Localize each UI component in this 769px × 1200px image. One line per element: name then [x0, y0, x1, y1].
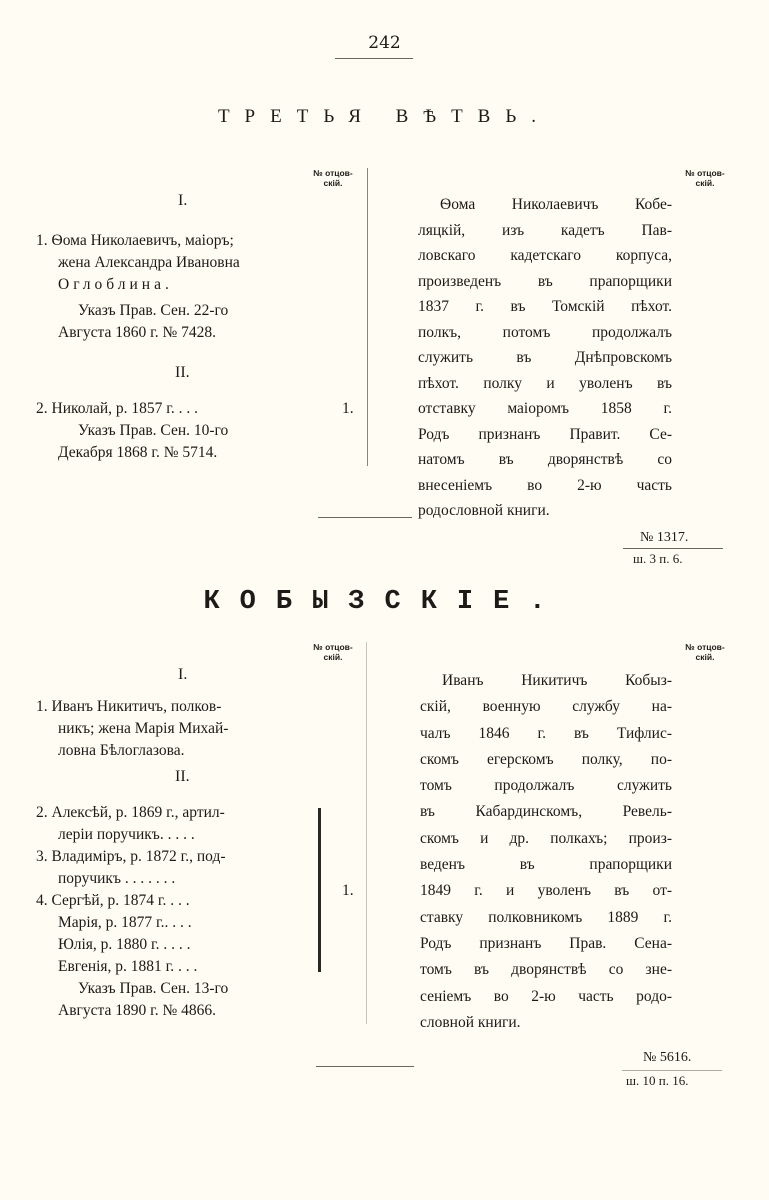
section1-entry-2: 2. Николай, р. 1857 г. . . .: [36, 400, 199, 417]
child-entry-line: леріи поручикъ. . . . .: [58, 826, 195, 843]
biography-line: Иванъ Никитичъ Кобыз-: [442, 672, 672, 689]
child-entry-line: Евгенія, р. 1881 г. . . .: [58, 958, 198, 975]
biography-line: скомъ и др. полкахъ; произ-: [420, 829, 672, 847]
section1-column-divider: [367, 168, 368, 466]
biography-line: 1837 г. въ Томскій пѣхот.: [418, 298, 672, 315]
section2-column-divider: [366, 642, 367, 1024]
biography-line: томъ продолжалъ служить: [420, 777, 672, 795]
biography-line: словной книги.: [420, 1013, 521, 1031]
biography-line: сеніемъ во 2-ю часть родо-: [420, 987, 672, 1005]
biography-line: ляцкій, изъ кадетъ Пав-: [418, 221, 672, 239]
section1-entry-1: [36, 230, 240, 296]
column-header-line: скій.: [695, 652, 715, 662]
section-separator: [318, 517, 412, 518]
entry-line: жена Александра Ивановна: [58, 254, 240, 271]
biography-line: внесеніемъ во 2-ю часть: [418, 476, 672, 494]
entry-line: Оглоблина.: [58, 276, 173, 293]
section2-right-column-header: [672, 642, 738, 662]
section1-entry-2-father-number: 1.: [342, 400, 354, 417]
section1-record-rule: [623, 548, 723, 549]
column-header-line: скій.: [323, 652, 343, 662]
column-header-line: скій.: [323, 178, 343, 188]
decree-line: Указъ Прав. Сен. 22-го: [78, 302, 229, 319]
entry-line: 1. Ѳома Николаевичъ, маіоръ;: [36, 232, 234, 249]
child-entry-line: 4. Сергѣй, р. 1874 г. . . .: [36, 892, 190, 909]
column-header-line: № отцов-: [685, 642, 725, 652]
section2-children-list: [36, 802, 226, 978]
section1-title: ТРЕТЬЯ ВѢТВЬ.: [217, 106, 552, 127]
biography-line: веденъ въ прапорщики: [420, 856, 672, 874]
page-number: 242: [368, 33, 401, 53]
column-header-line: № отцов-: [313, 168, 353, 178]
biography-line: ловскаго кадетскаго корпуса,: [418, 247, 672, 264]
section1-record-reference: ш. 3 п. 6.: [633, 551, 683, 566]
page-end-rule: [316, 1066, 414, 1067]
biography-line: отставку маіоромъ 1858 г.: [418, 400, 672, 417]
biography-line: полкъ, потомъ продолжалъ: [418, 323, 672, 341]
section2-record-reference: ш. 10 п. 16.: [626, 1073, 689, 1088]
biography-line: Ѳома Николаевичъ Кобе-: [440, 196, 672, 213]
section2-children-father-number: 1.: [342, 882, 354, 899]
child-entry-line: Марія, р. 1877 г.. . . .: [58, 914, 192, 931]
biography-line: Родъ признанъ Правит. Се-: [418, 425, 672, 443]
decree-line: Указъ Прав. Сен. 10-го: [78, 422, 229, 439]
section2-record-rule: [622, 1070, 722, 1071]
section2-decree: [58, 978, 228, 1022]
biography-line: произведенъ въ прапорщики: [418, 272, 672, 290]
decree-line: Августа 1890 г. № 4866.: [58, 1002, 216, 1019]
decree-line: Августа 1860 г. № 7428.: [58, 324, 216, 341]
section1-decree-2: [58, 420, 228, 464]
decree-line: Указъ Прав. Сен. 13-го: [78, 980, 229, 997]
biography-line: натомъ въ дворянствѣ со: [418, 451, 672, 468]
entry-line: никъ; жена Марія Михай-: [58, 720, 229, 737]
section2-record-number: № 5616.: [643, 1050, 692, 1065]
section1-biography: [418, 192, 672, 524]
biography-line: ставку полковникомъ 1889 г.: [420, 908, 672, 926]
biography-line: томъ въ дворянствѣ со зне-: [420, 961, 672, 979]
biography-line: пѣхот. полку и уволенъ въ: [418, 374, 672, 392]
section1-decree-1: [58, 300, 228, 344]
biography-line: Родъ признанъ Прав. Сена-: [420, 934, 672, 952]
column-header-line: № отцов-: [685, 168, 725, 178]
section2-generation-2: II.: [175, 768, 190, 785]
section2-entry-1: [36, 696, 228, 762]
section1-record-number: № 1317.: [640, 530, 689, 545]
biography-line: въ Кабардинскомъ, Ревель-: [420, 803, 672, 821]
column-header-line: № отцов-: [313, 642, 353, 652]
decree-line: Декабря 1868 г. № 5714.: [58, 444, 218, 461]
biography-line: скомъ егерскомъ полку, по-: [420, 750, 672, 768]
section2-left-column-header: [300, 642, 366, 662]
column-header-line: скій.: [695, 178, 715, 188]
section2-generation-1: I.: [178, 666, 188, 683]
section2-biography: [420, 668, 672, 1036]
entry-line: ловна Бѣлоглазова.: [58, 742, 185, 759]
page-number-rule: [335, 58, 413, 59]
section1-generation-2: II.: [175, 364, 190, 381]
biography-line: 1849 г. и уволенъ въ от-: [420, 882, 672, 900]
child-entry-line: 3. Владиміръ, р. 1872 г., под-: [36, 848, 226, 865]
section1-generation-1: I.: [178, 192, 188, 209]
biography-line: родословной книги.: [418, 502, 550, 519]
child-entry-line: Юлія, р. 1880 г. . . . .: [58, 936, 191, 953]
section1-right-column-header: [672, 168, 738, 188]
biography-line: чалъ 1846 г. въ Тифлис-: [420, 724, 672, 742]
section2-title: КОБЫЗСКІЕ.: [203, 587, 566, 617]
entry-line: 1. Иванъ Никитичъ, полков-: [36, 698, 222, 715]
biography-line: служить въ Днѣпровскомъ: [418, 349, 672, 366]
biography-line: скій, военную службу на-: [420, 698, 672, 716]
child-entry-line: 2. Алексѣй, р. 1869 г., артил-: [36, 804, 225, 821]
section1-left-column-header: [300, 168, 366, 188]
child-entry-line: поручикъ . . . . . . .: [58, 870, 176, 887]
children-brace: [318, 808, 321, 972]
